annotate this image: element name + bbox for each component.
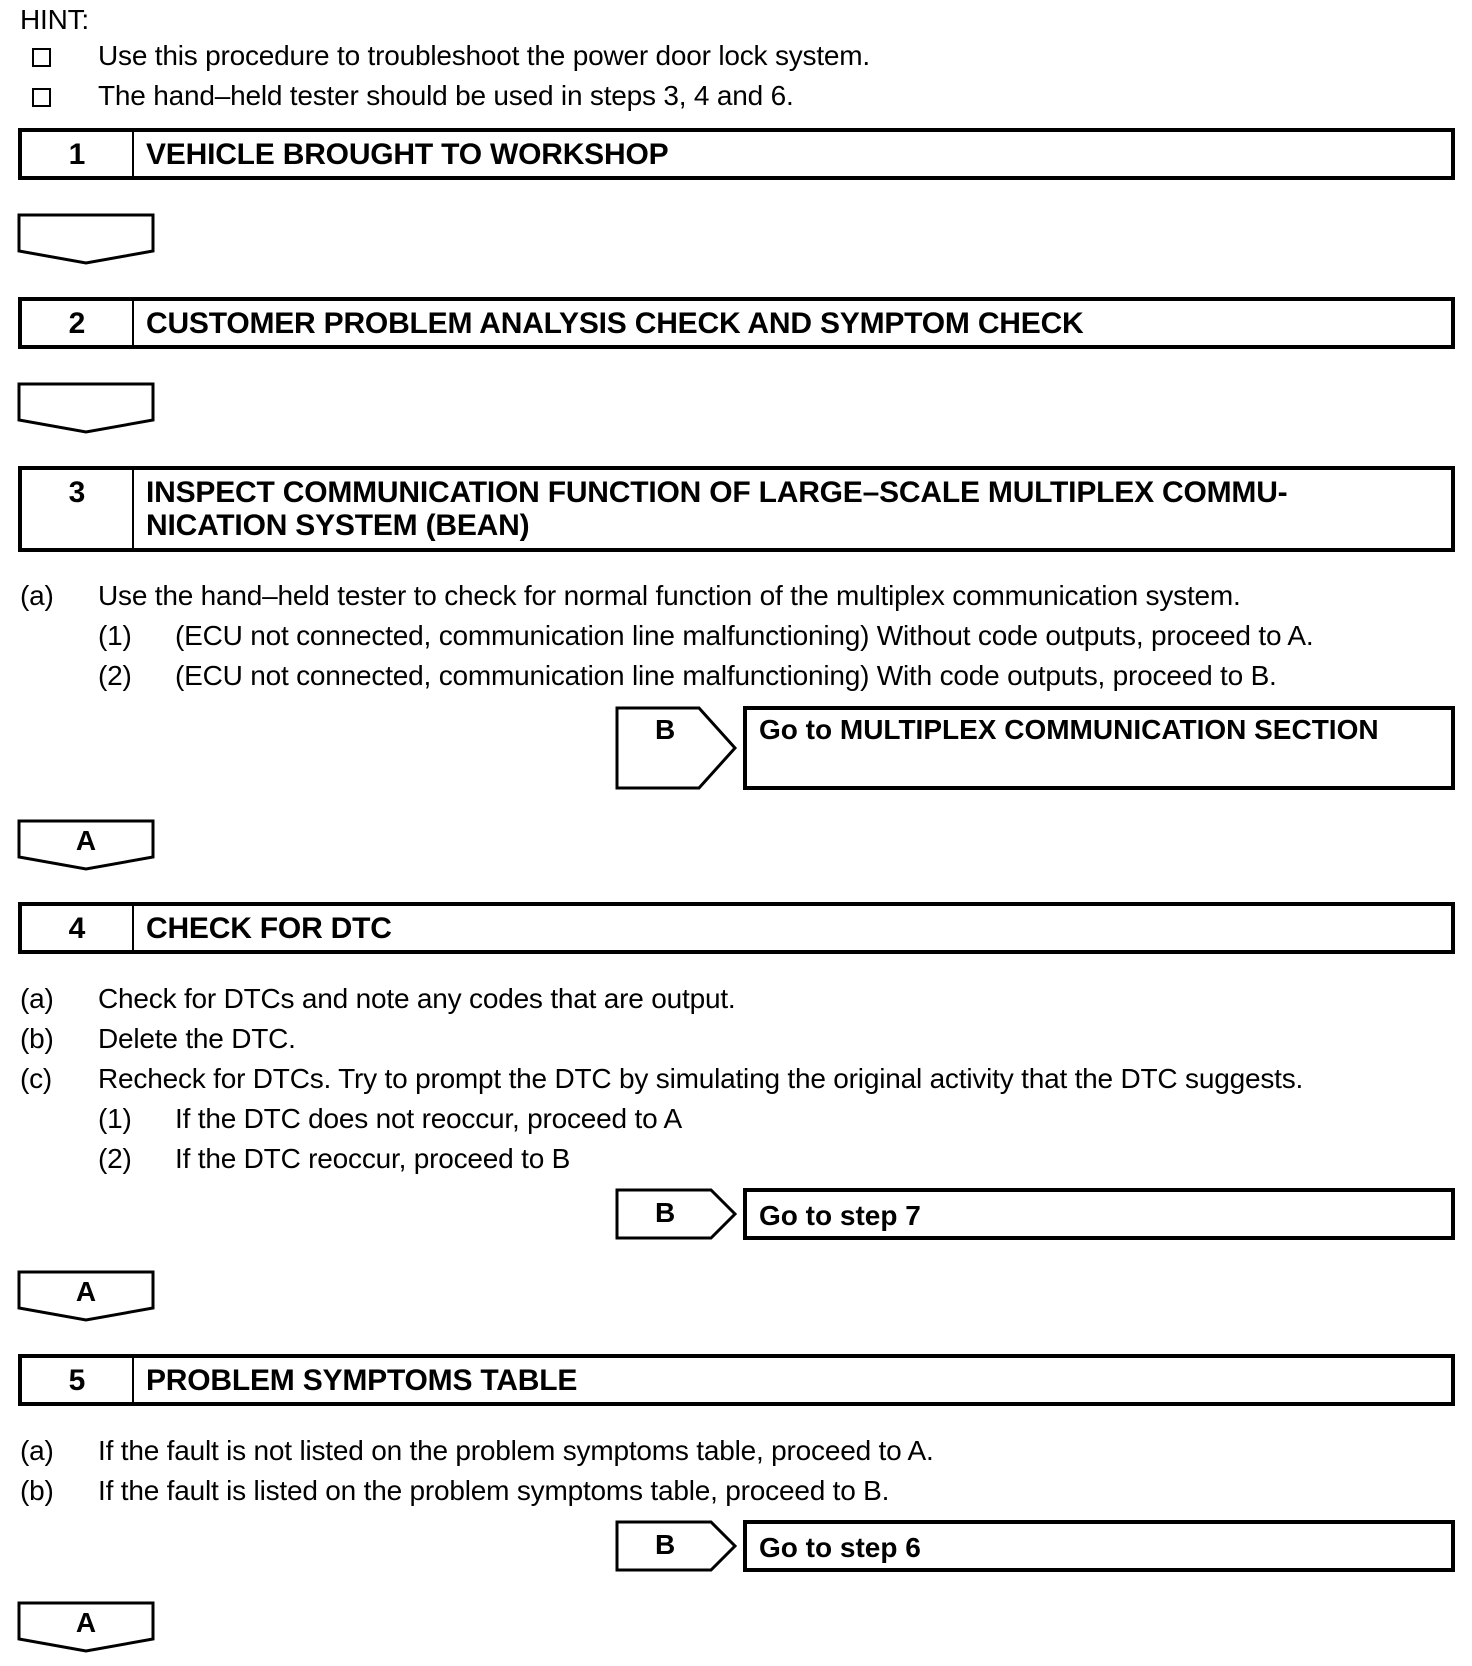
list-item: Recheck for DTCs. Try to prompt the DTC by simulating the original activity that the DTC suggests. bbox=[98, 1063, 1304, 1094]
list-marker: (b) bbox=[20, 1475, 54, 1506]
branch-b[interactable] bbox=[615, 1520, 1455, 1572]
branch-label: B bbox=[655, 714, 676, 745]
step-header-4 bbox=[18, 902, 1455, 954]
step-header-5 bbox=[18, 1354, 1455, 1406]
branch-label: B bbox=[655, 1529, 676, 1560]
down-arrow-icon bbox=[17, 382, 155, 434]
checkbox-icon bbox=[32, 88, 51, 107]
list-item: Use the hand–held tester to check for normal function of the multiplex communication system. bbox=[98, 580, 1241, 611]
step-title: CUSTOMER PROBLEM ANALYSIS CHECK AND SYMPTOM CHECK bbox=[146, 307, 1084, 340]
step-title bbox=[134, 470, 1451, 548]
step-number: 4 bbox=[22, 906, 134, 950]
flow-arrow-down[interactable] bbox=[17, 213, 155, 265]
flow-arrow-down[interactable] bbox=[17, 1601, 155, 1653]
list-item: If the fault is not listed on the problem symptoms table, proceed to A. bbox=[98, 1435, 934, 1466]
list-item: (ECU not connected, communication line malfunctioning) With code outputs, proceed to B. bbox=[175, 660, 1277, 691]
step-title: CHECK FOR DTC bbox=[146, 912, 392, 945]
branch-b[interactable] bbox=[615, 1188, 1455, 1240]
list-marker: (2) bbox=[98, 1143, 132, 1174]
list-marker: (b) bbox=[20, 1023, 54, 1054]
flow-arrow-down[interactable] bbox=[17, 819, 155, 871]
flow-arrow-down[interactable] bbox=[17, 382, 155, 434]
list-marker: (2) bbox=[98, 660, 132, 691]
right-arrow-icon bbox=[615, 1520, 739, 1572]
step-number: 3 bbox=[22, 470, 134, 548]
list-item: If the DTC does not reoccur, proceed to A bbox=[175, 1103, 682, 1134]
branch-target[interactable]: Go to step 7 bbox=[743, 1188, 1455, 1240]
step-title: VEHICLE BROUGHT TO WORKSHOP bbox=[146, 138, 669, 171]
hint-title: HINT: bbox=[20, 4, 90, 35]
step-header-1 bbox=[18, 128, 1455, 180]
list-marker: (1) bbox=[98, 1103, 132, 1134]
list-marker: (a) bbox=[20, 580, 54, 611]
flow-label: A bbox=[75, 1607, 97, 1638]
list-marker: (1) bbox=[98, 620, 132, 651]
list-marker: (a) bbox=[20, 983, 54, 1014]
branch-b[interactable] bbox=[615, 706, 1455, 790]
flow-arrow-down[interactable] bbox=[17, 1270, 155, 1322]
branch-target[interactable]: Go to MULTIPLEX COMMUNICATION SECTION bbox=[743, 706, 1455, 790]
step-number: 1 bbox=[22, 132, 134, 176]
right-arrow-icon bbox=[615, 1188, 739, 1240]
step-number: 5 bbox=[22, 1358, 134, 1402]
list-marker: (c) bbox=[20, 1063, 53, 1094]
list-item: If the fault is listed on the problem symptoms table, proceed to B. bbox=[98, 1475, 890, 1506]
hint-item: Use this procedure to troubleshoot the power door lock system. bbox=[98, 40, 870, 71]
branch-label: B bbox=[655, 1197, 676, 1228]
step-title-line: NICATION SYSTEM (BEAN) bbox=[146, 509, 530, 542]
list-item: (ECU not connected, communication line malfunctioning) Without code outputs, proceed to A. bbox=[175, 620, 1314, 651]
list-item: If the DTC reoccur, proceed to B bbox=[175, 1143, 571, 1174]
checkbox-icon bbox=[32, 48, 51, 67]
down-arrow-icon bbox=[17, 213, 155, 265]
list-marker: (a) bbox=[20, 1435, 54, 1466]
step-header-2 bbox=[18, 297, 1455, 349]
list-item: Delete the DTC. bbox=[98, 1023, 296, 1054]
right-arrow-icon bbox=[615, 706, 739, 790]
flow-label: A bbox=[75, 1276, 97, 1307]
step-title: PROBLEM SYMPTOMS TABLE bbox=[146, 1364, 578, 1397]
flow-label: A bbox=[75, 825, 97, 856]
list-item: Check for DTCs and note any codes that are output. bbox=[98, 983, 736, 1014]
step-title-line: INSPECT COMMUNICATION FUNCTION OF LARGE–SCALE MULTIPLEX COMMU- bbox=[146, 476, 1288, 509]
step-header-3 bbox=[18, 466, 1455, 552]
hint-item: The hand–held tester should be used in steps 3, 4 and 6. bbox=[98, 80, 794, 111]
branch-target[interactable]: Go to step 6 bbox=[743, 1520, 1455, 1572]
step-number: 2 bbox=[22, 301, 134, 345]
